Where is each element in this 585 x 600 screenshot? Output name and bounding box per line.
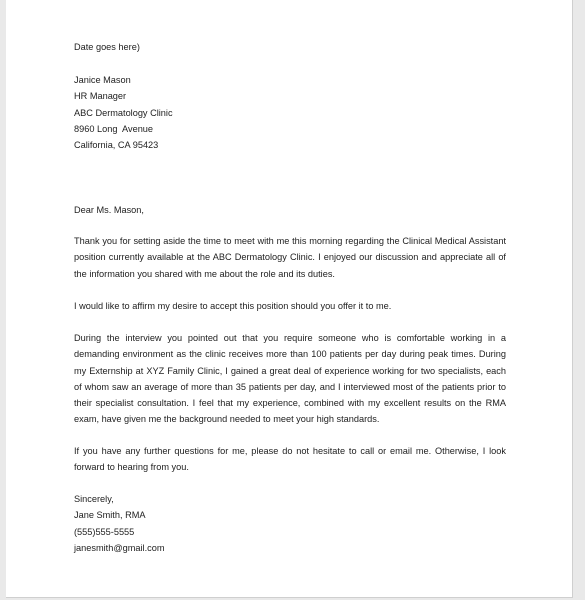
paragraph-closing-remarks: If you have any further questions for me, please do not hesitate to call or email me. Otherwise, I look forward to hearing from you. — [74, 446, 506, 473]
signer-name: Jane Smith, RMA — [74, 510, 146, 521]
paragraph-thanks: Thank you for setting aside the time to meet with me this morning regarding the Clinical Medical Assistant position currently available at the ABC Dermatology Clinic. I enjoyed our discussion and appreciate all of the information you shared with me about the role and its duties. — [74, 236, 506, 279]
recipient-title: HR Manager — [74, 91, 127, 102]
recipient-company: ABC Dermatology Clinic — [74, 107, 173, 118]
paragraph-experience: During the interview you pointed out that you require someone who is comfortable working in a demanding environment as the clinic receives more than 100 patients per day during peak times. During my Externship at XYZ Family Clinic, I gained a great deal of experience working for two specialists, each of whom saw an average of more than 35 patients per day, and I interviewed most of the patients prior to their specialist consultation. I feel that my experience, combined with my excellent results on the RMA exam, have given me the background needed to meet your high standards. — [74, 333, 506, 425]
signature-block — [74, 491, 165, 556]
document-page — [6, 0, 573, 598]
recipient-address-block — [74, 72, 173, 153]
salutation: Dear Ms. Mason, — [74, 205, 144, 215]
closing-phrase: Sincerely, — [74, 494, 114, 504]
letter-date: Date goes here) — [74, 42, 140, 52]
paragraph-affirm: I would like to affirm my desire to accept this position should you offer it to me. — [74, 301, 392, 311]
signer-phone: (555)555-5555 — [74, 526, 135, 537]
recipient-name: Janice Mason — [74, 75, 131, 85]
recipient-street: 8960 Long Avenue — [74, 123, 154, 134]
recipient-city: California, CA 95423 — [74, 140, 159, 151]
signer-email: janesmith@gmail.com — [74, 542, 165, 553]
